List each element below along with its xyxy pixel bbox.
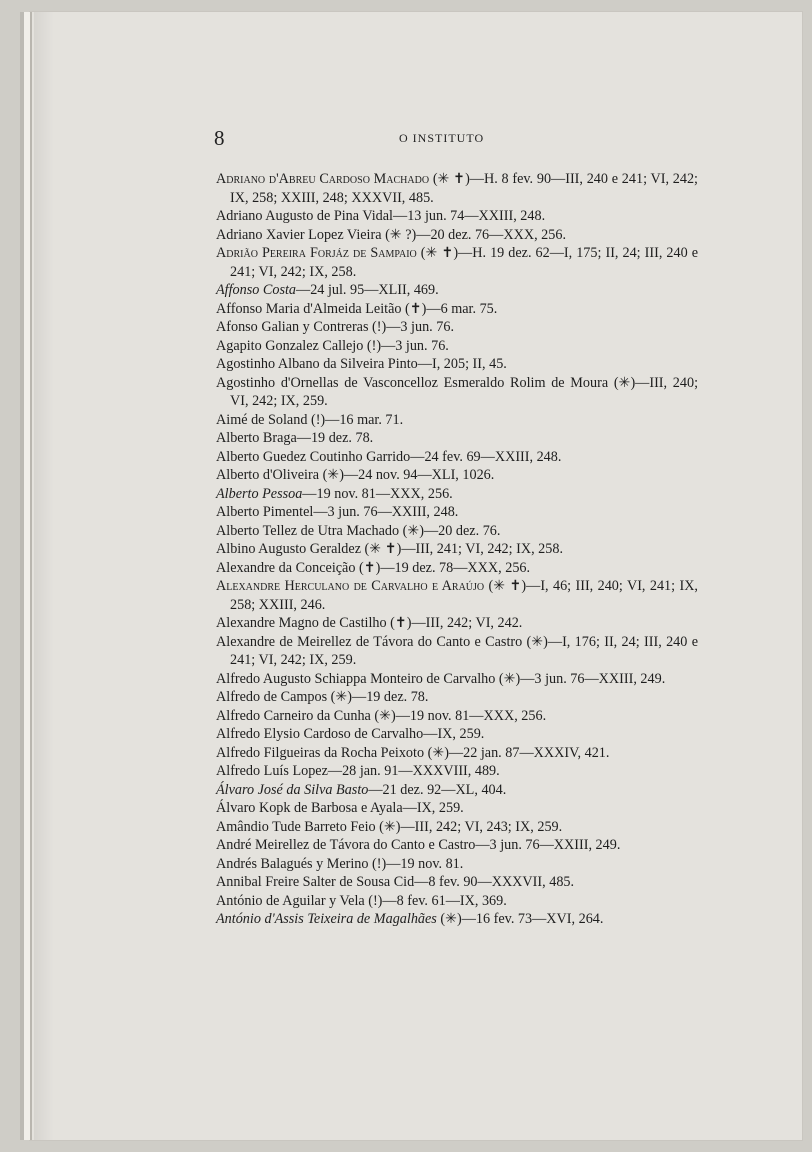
index-entry	[216, 355, 698, 374]
entry-detail: —19 dez. 78.	[296, 430, 374, 446]
index-entry	[216, 281, 698, 300]
entry-name: António d'Assis Teixeira de Magalhães	[216, 911, 437, 927]
index-entry	[216, 429, 698, 448]
index-entry	[216, 485, 698, 504]
entry-detail: (✳ ✝)—H. 19 dez. 62—I, 175; II, 24; III, 240 e 241; VI, 242; IX, 258.	[230, 245, 698, 280]
index-entry	[216, 725, 698, 744]
entry-name: Adriano d'Abreu Cardoso Machado	[216, 171, 430, 187]
entry-detail: (✳ ✝)—H. 8 fev. 90—III, 240 e 241; VI, 242; IX, 258; XXIII, 248; XXXVII, 485.	[230, 171, 698, 206]
entry-detail: (✳)—I, 176; II, 24; III, 240 e 241; VI, 242; IX, 259.	[230, 633, 698, 668]
entry-name: Andrés Balagués y Merino	[216, 855, 369, 872]
index-entry	[216, 670, 698, 689]
entry-detail: (!)—19 nov. 81.	[368, 855, 464, 872]
entry-name: Alfredo Luís Lopez	[216, 763, 328, 779]
index-entry	[216, 207, 698, 226]
entry-name: Alberto d'Oliveira	[216, 467, 320, 483]
entry-detail: (✳ ?)—20 dez. 76—XXX, 256.	[381, 226, 566, 243]
entry-detail: (✝)—6 mar. 75.	[401, 300, 498, 317]
entry-name: Alexandre Magno de Castilho	[216, 615, 387, 631]
entry-detail: —3 jun. 76—XXIII, 249.	[475, 837, 621, 853]
entry-name: Alexandre de Meirellez de Távora do Canto e Castro	[216, 633, 523, 650]
entry-name: Alexandre da Conceição	[216, 559, 356, 576]
index-entry	[216, 411, 698, 430]
entry-name: Alfredo Carneiro da Cunha	[216, 707, 371, 724]
index-entry	[216, 448, 698, 467]
entry-detail: —24 fev. 69—XXIII, 248.	[410, 448, 562, 465]
entry-detail: —19 nov. 81—XXX, 256.	[302, 485, 453, 502]
page-number: 8	[214, 126, 225, 150]
index-entry	[216, 559, 698, 578]
entry-detail: —24 jul. 95—XLII, 469.	[296, 282, 439, 298]
index-entry	[216, 374, 698, 411]
entry-name: André Meirellez de Távora do Canto e Castro	[216, 837, 476, 853]
entry-name: Alberto Braga	[216, 430, 297, 446]
index-entry	[216, 244, 698, 281]
entry-detail: (✳)—20 dez. 76.	[399, 522, 501, 539]
index-entry	[216, 633, 698, 670]
entry-name: Alfredo Augusto Schiappa Monteiro de Carvalho	[216, 670, 496, 687]
entry-detail: —IX, 259.	[423, 726, 485, 742]
entry-detail: —IX, 259.	[402, 800, 464, 816]
entry-name: Aimé de Soland	[216, 411, 308, 428]
entry-name: Álvaro José da Silva Basto	[216, 781, 369, 798]
entry-detail: (✳)—III, 240; VI, 242; IX, 259.	[230, 374, 699, 409]
entry-name: Agostinho d'Ornellas de Vasconcelloz Esmeraldo Rolim de Moura	[216, 374, 609, 391]
index-entry	[216, 318, 698, 337]
entry-detail: (✳)—19 nov. 81—XXX, 256.	[370, 707, 547, 724]
index-entry	[216, 873, 698, 892]
entry-name: Albino Augusto Geraldez	[216, 541, 361, 557]
index-entry	[216, 688, 698, 707]
entry-detail: (✳)—22 jan. 87—XXXIV, 421.	[424, 744, 610, 761]
entry-detail: (✳)—3 jun. 76—XXIII, 249.	[495, 670, 666, 687]
entry-name: Alexandre Herculano de Carvalho e Araújo	[216, 578, 485, 594]
entry-name: Afonso Galian y Contreras	[216, 319, 369, 335]
entry-detail: (✳ ✝)—III, 241; VI, 242; IX, 258.	[361, 541, 564, 557]
entry-detail: —28 jan. 91—XXXVIII, 489.	[327, 763, 500, 779]
entry-detail: (✝)—III, 242; VI, 242.	[386, 615, 523, 631]
index-entry	[216, 577, 698, 614]
entry-name: Alberto Guedez Coutinho Garrido	[216, 448, 411, 465]
index-entry	[216, 503, 698, 522]
entry-name: Alfredo Elysio Cardoso de Carvalho	[216, 726, 424, 742]
index-entry	[216, 910, 698, 929]
index-entry	[216, 707, 698, 726]
entry-name: Alfredo Filgueiras da Rocha Peixoto	[216, 744, 425, 761]
entry-name: Adrião Pereira Forjáz de Sampaio	[216, 245, 417, 261]
index-entry	[216, 892, 698, 911]
index-entry	[216, 522, 698, 541]
entry-name: António de Aguilar y Vela	[216, 892, 365, 909]
entry-name: Alfredo de Campos	[216, 689, 328, 705]
entry-detail: —8 fev. 90—XXXVII, 485.	[414, 874, 575, 890]
index-entry	[216, 540, 698, 559]
index-entry	[216, 744, 698, 763]
index-entry	[216, 337, 698, 356]
entry-detail: —I, 205; II, 45.	[417, 356, 507, 372]
entry-name: Adriano Xavier Lopez Vieira	[216, 226, 382, 243]
entry-name: Adriano Augusto de Pina Vidal	[216, 208, 394, 224]
entry-name: Affonso Maria d'Almeida Leitão	[216, 300, 402, 317]
index-entry	[216, 855, 698, 874]
index-entry-list	[216, 170, 698, 929]
index-entry	[216, 300, 698, 319]
entry-detail: (!)—3 jun. 76.	[363, 337, 449, 354]
index-entry	[216, 818, 698, 837]
entry-name: Agapito Gonzalez Callejo	[216, 337, 364, 354]
index-entry	[216, 781, 698, 800]
entry-detail: —13 jun. 74—XXIII, 248.	[393, 208, 546, 224]
entry-detail: (✳ ✝)—I, 46; III, 240; VI, 241; IX, 258; XXIII, 246.	[230, 578, 698, 613]
entry-detail: —3 jun. 76—XXIII, 248.	[313, 504, 459, 520]
index-entry	[216, 226, 698, 245]
index-entry	[216, 614, 698, 633]
index-entry	[216, 170, 698, 207]
index-entry	[216, 762, 698, 781]
index-entry	[216, 799, 698, 818]
index-entry	[216, 466, 698, 485]
entry-name: Annibal Freire Salter de Sousa Cid	[216, 874, 415, 890]
entry-detail: —21 dez. 92—XL, 404.	[368, 781, 507, 798]
entry-detail: (✝)—19 dez. 78—XXX, 256.	[355, 559, 531, 576]
entry-name: Amândio Tude Barreto Feio	[216, 818, 376, 835]
entry-name: Affonso Costa	[216, 282, 297, 298]
entry-name: Alberto Pimentel	[216, 504, 314, 520]
entry-name: Alberto Pessoa	[216, 485, 303, 502]
entry-name: Álvaro Kopk de Barbosa e Ayala	[216, 800, 403, 816]
entry-name: Agostinho Albano da Silveira Pinto	[216, 356, 418, 372]
entry-name: Alberto Tellez de Utra Machado	[216, 522, 400, 539]
entry-detail: (!)—3 jun. 76.	[368, 319, 454, 335]
entry-detail: (✳)—16 fev. 73—XVI, 264.	[436, 911, 604, 927]
entry-detail: (✳)—III, 242; VI, 243; IX, 259.	[375, 818, 563, 835]
index-entry	[216, 836, 698, 855]
page-header	[214, 126, 694, 152]
entry-detail: (✳)—19 dez. 78.	[327, 689, 429, 705]
entry-detail: (!)—8 fev. 61—IX, 369.	[364, 892, 507, 909]
running-title: O INSTITUTO	[399, 131, 485, 145]
entry-detail: (✳)—24 nov. 94—XLI, 1026.	[319, 467, 495, 483]
entry-detail: (!)—16 mar. 71.	[307, 411, 404, 428]
